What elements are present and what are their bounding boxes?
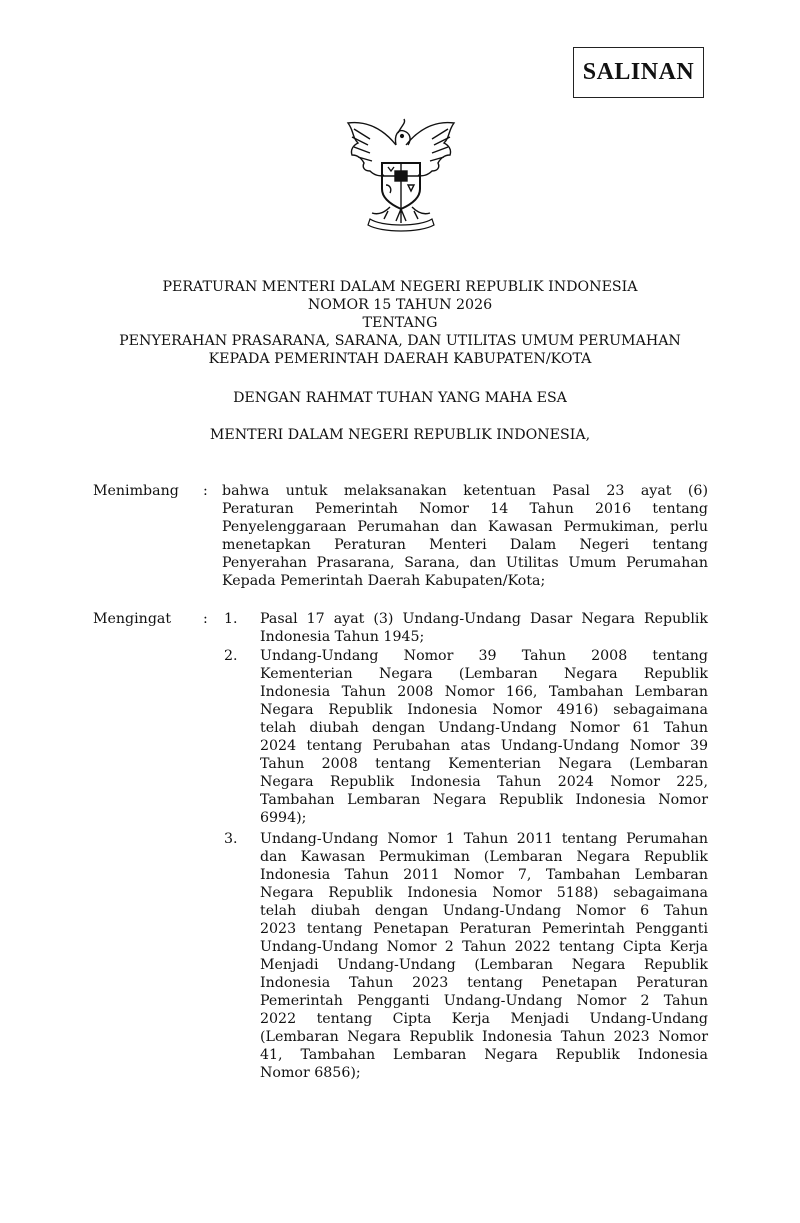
menimbang-line: menetapkan Peraturan Menteri Dalam Negeri tentang xyxy=(222,537,708,553)
item-line: Negara Republik Indonesia Tahun 2024 Nomor 225, xyxy=(260,774,708,790)
item-line: Kementerian Negara (Lembaran Negara Republik xyxy=(260,666,708,682)
menimbang-line: Penyerahan Prasarana, Sarana, dan Utilitas Umum Perumahan xyxy=(222,555,708,571)
item-text xyxy=(260,647,708,827)
item-line: telah diubah dengan Undang-Undang Nomor 6 Tahun xyxy=(260,903,708,919)
item-line: Pemerintah Pengganti Undang-Undang Nomor 2 Tahun xyxy=(260,993,708,1009)
heading-line-5: KEPADA PEMERINTAH DAERAH KABUPATEN/KOTA xyxy=(208,351,592,367)
item-line: Tambahan Lembaran Negara Republik Indonesia Nomor xyxy=(260,792,708,808)
stamp-label: SALINAN xyxy=(582,59,695,85)
menimbang-section xyxy=(93,482,708,592)
item-line: Undang-Undang Nomor 2 Tahun 2022 tentang Cipta Kerja xyxy=(260,939,708,955)
item-number: 1. xyxy=(224,611,238,627)
menimbang-line: Peraturan Pemerintah Nomor 14 Tahun 2016 tentang xyxy=(222,501,708,517)
regulation-heading xyxy=(80,278,720,368)
item-line: Menjadi Undang-Undang (Lembaran Negara Republik xyxy=(260,957,708,973)
item-line: 41, Tambahan Lembaran Negara Republik Indonesia xyxy=(260,1047,708,1063)
item-line: Negara Republik Indonesia Nomor 5188) sebagaimana xyxy=(260,885,708,901)
menimbang-colon: : xyxy=(203,483,208,499)
item-line: Negara Republik Indonesia Nomor 4916) sebagaimana xyxy=(260,702,708,718)
heading-line-3: TENTANG xyxy=(362,315,438,331)
heading-line-4: PENYERAHAN PRASARANA, SARANA, DAN UTILITAS UMUM PERUMAHAN xyxy=(119,333,681,349)
salinan-stamp xyxy=(573,47,704,98)
item-line: Indonesia Tahun 2023 tentang Penetapan Peraturan xyxy=(260,975,708,991)
heading-line-2: NOMOR 15 TAHUN 2026 xyxy=(307,297,493,313)
item-line: dan Kawasan Permukiman (Lembaran Negara Republik xyxy=(260,849,708,865)
item-line: 2024 tentang Perubahan atas Undang-Undang Nomor 39 xyxy=(260,738,708,754)
item-text xyxy=(260,610,708,646)
item-line: Undang-Undang Nomor 39 Tahun 2008 tentang xyxy=(260,648,708,664)
item-number: 3. xyxy=(224,831,238,847)
menimbang-line: Kepada Pemerintah Daerah Kabupaten/Kota; xyxy=(222,573,546,589)
item-line: 6994); xyxy=(260,810,307,826)
menimbang-line: bahwa untuk melaksanakan ketentuan Pasal 23 ayat (6) xyxy=(222,483,708,499)
garuda-emblem-icon xyxy=(340,115,462,235)
menimbang-text xyxy=(222,482,708,590)
heading-line-1: PERATURAN MENTERI DALAM NEGERI REPUBLIK INDONESIA xyxy=(162,279,638,295)
mengingat-colon: : xyxy=(203,611,208,627)
item-line: 2023 tentang Penetapan Peraturan Pemerintah Pengganti xyxy=(260,921,708,937)
item-line: Nomor 6856); xyxy=(260,1065,361,1081)
item-line: Indonesia Tahun 1945; xyxy=(260,629,425,645)
item-line: Indonesia Tahun 2008 Nomor 166, Tambahan Lembaran xyxy=(260,684,708,700)
item-text xyxy=(260,830,708,1082)
issuer-text: MENTERI DALAM NEGERI REPUBLIK INDONESIA, xyxy=(209,427,591,443)
mengingat-label: Mengingat xyxy=(93,611,172,627)
invocation xyxy=(80,389,720,407)
item-line: Pasal 17 ayat (3) Undang-Undang Dasar Negara Republik xyxy=(260,611,708,627)
mengingat-section xyxy=(93,610,708,1090)
menimbang-label: Menimbang xyxy=(93,483,179,499)
item-line: Undang-Undang Nomor 1 Tahun 2011 tentang Perumahan xyxy=(260,831,708,847)
menimbang-line: Penyelenggaraan Perumahan dan Kawasan Permukiman, perlu xyxy=(222,519,708,535)
issuer xyxy=(80,426,720,444)
item-line: telah diubah dengan Undang-Undang Nomor 61 Tahun xyxy=(260,720,708,736)
invocation-text: DENGAN RAHMAT TUHAN YANG MAHA ESA xyxy=(233,390,567,406)
item-line: 2022 tentang Cipta Kerja Menjadi Undang-Undang xyxy=(260,1011,708,1027)
item-line: Tahun 2008 tentang Kementerian Negara (Lembaran xyxy=(260,756,708,772)
item-line: (Lembaran Negara Republik Indonesia Tahun 2023 Nomor xyxy=(260,1029,708,1045)
item-line: Indonesia Tahun 2011 Nomor 7, Tambahan Lembaran xyxy=(260,867,708,883)
item-number: 2. xyxy=(224,648,238,664)
